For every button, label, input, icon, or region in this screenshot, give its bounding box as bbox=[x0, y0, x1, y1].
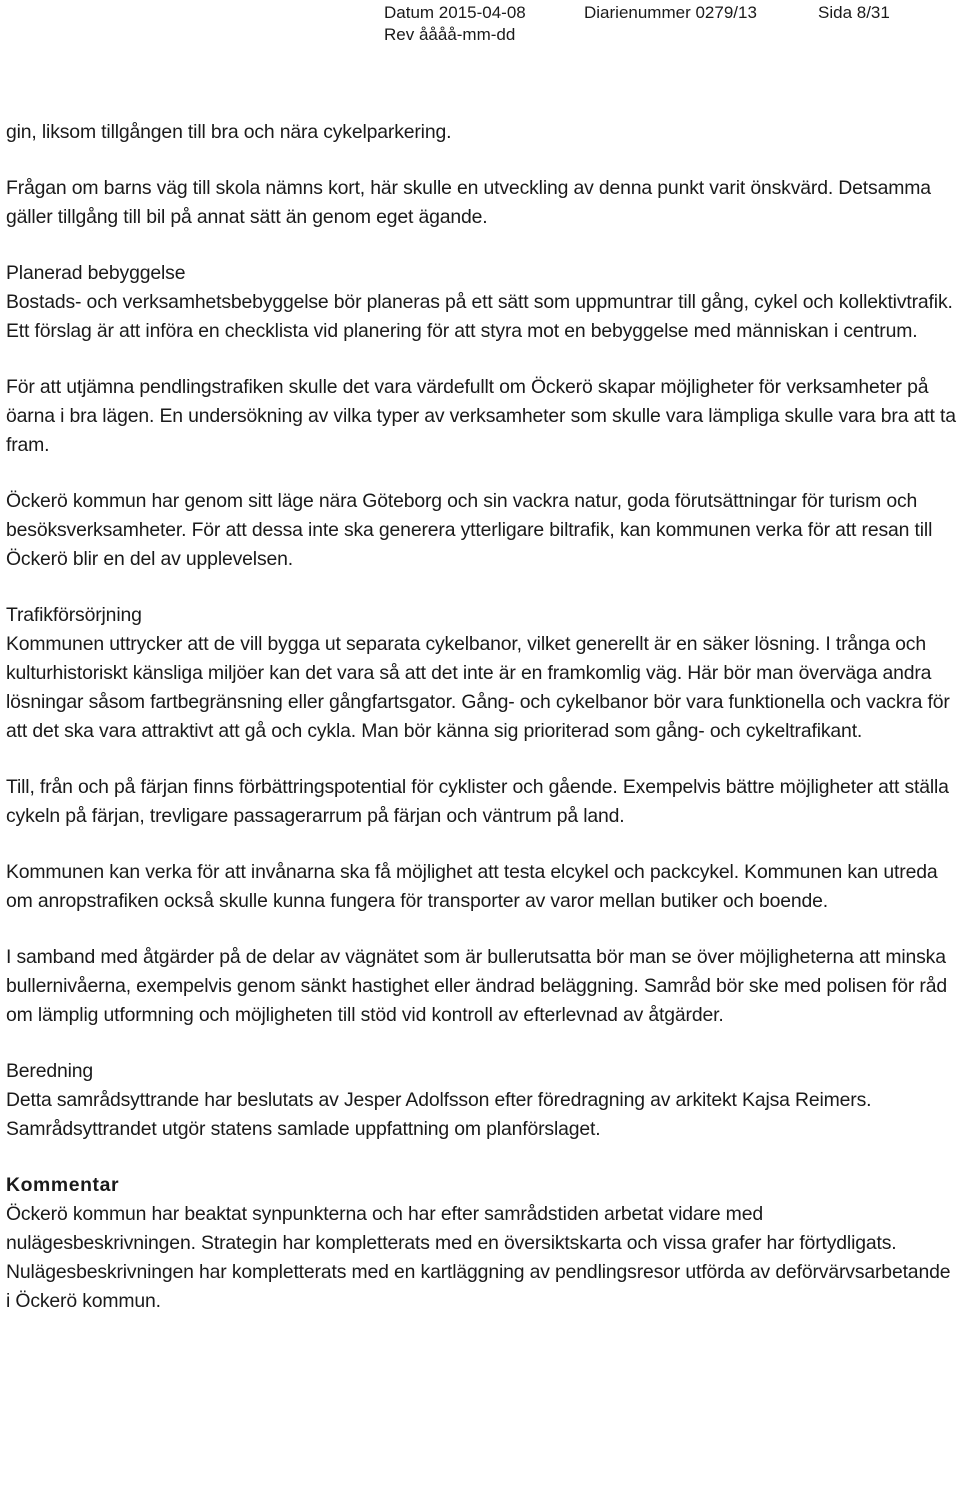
paragraph: Öckerö kommun har genom sitt läge nära Göteborg och sin vackra natur, goda förutsättningar för turism och besöksverksamheter. För att dessa inte ska generera ytterligare biltrafik, kan kommunen verka för att resan till Öckerö blir en del av upplevelsen. bbox=[6, 490, 933, 570]
section-heading-beredning: Beredning bbox=[6, 1060, 94, 1082]
document-date: Datum 2015-04-08 bbox=[384, 3, 526, 22]
paragraph: Öckerö kommun har beaktat synpunkterna och har efter samrådstiden arbetat vidare med nulägesbeskrivningen. Strategin har kompletterats med en översiktskarta och vissa grafer har förtydligats. Nulägesbeskrivningen har kompletterats med en kartläggning av pendlingsresor utförda av deförvärvsarbetande i Öckerö kommun. bbox=[6, 1203, 951, 1312]
page-header bbox=[0, 0, 960, 50]
paragraph: gin, liksom tillgången till bra och nära cykelparkering. bbox=[6, 121, 452, 143]
document-body bbox=[6, 118, 956, 1343]
paragraph: Till, från och på färjan finns förbättringspotential för cyklister och gående. Exempelvis bättre möjligheter att ställa cykeln på färjan, trevligare passagerarrum på färjan och väntrum på land. bbox=[6, 776, 949, 827]
page-number: Sida 8/31 bbox=[818, 3, 890, 22]
paragraph: Kommunen kan verka för att invånarna ska få möjlighet att testa elcykel och packcykel. Kommunen kan utreda om anropstrafiken också skulle kunna fungera för transporter av varor mellan butiker och boende. bbox=[6, 861, 938, 912]
paragraph: Kommunen uttrycker att de vill bygga ut separata cykelbanor, vilket generellt är en säker lösning. I trånga och kulturhistoriskt känsliga miljöer kan det vara så att det inte är en framkomlig väg. Här bör man överväga andra lösningar såsom fartbegränsning eller gångfartsgator. Gång- och cykelbanor bör vara funktionella och vackra för att det ska vara attraktivt att gå och cykla. Man bör känna sig prioriterad som gång- och cykeltrafikant. bbox=[6, 633, 950, 742]
paragraph: Bostads- och verksamhetsbebyggelse bör planeras på ett sätt som uppmuntrar till gång, cykel och kollektivtrafik. Ett förslag är att införa en checklista vid planering för att styra mot en bebyggelse med människan i centrum. bbox=[6, 291, 953, 342]
revision-date: Rev åååå-mm-dd bbox=[384, 25, 516, 44]
section-heading-kommentar: Kommentar bbox=[6, 1174, 120, 1196]
diarienummer: Diarienummer 0279/13 bbox=[584, 3, 757, 22]
section-heading-planerad: Planerad bebyggelse bbox=[6, 262, 186, 284]
paragraph: Detta samrådsyttrande har beslutats av Jesper Adolfsson efter föredragning av arkitekt Kajsa Reimers. Samrådsyttrandet utgör statens samlade uppfattning om planförslaget. bbox=[6, 1089, 872, 1140]
section-heading-trafik: Trafikförsörjning bbox=[6, 604, 142, 626]
paragraph: I samband med åtgärder på de delar av vägnätet som är bullerutsatta bör man se över möjligheterna att minska bullernivåerna, exempelvis genom sänkt hastighet eller ändrad beläggning. Samråd bör ske med polisen för råd om lämplig utformning och möjligheten till stöd vid kontroll av efterlevnad av åtgärder. bbox=[6, 946, 947, 1026]
paragraph: Frågan om barns väg till skola nämns kort, här skulle en utveckling av denna punkt varit önskvärd. Detsamma gäller tillgång till bil på annat sätt än genom eget ägande. bbox=[6, 177, 931, 228]
paragraph: För att utjämna pendlingstrafiken skulle det vara värdefullt om Öckerö skapar möjligheter för verksamheter på öarna i bra lägen. En undersökning av vilka typer av verksamheter som skulle vara lämpliga skulle vara bra att ta fram. bbox=[6, 376, 956, 456]
